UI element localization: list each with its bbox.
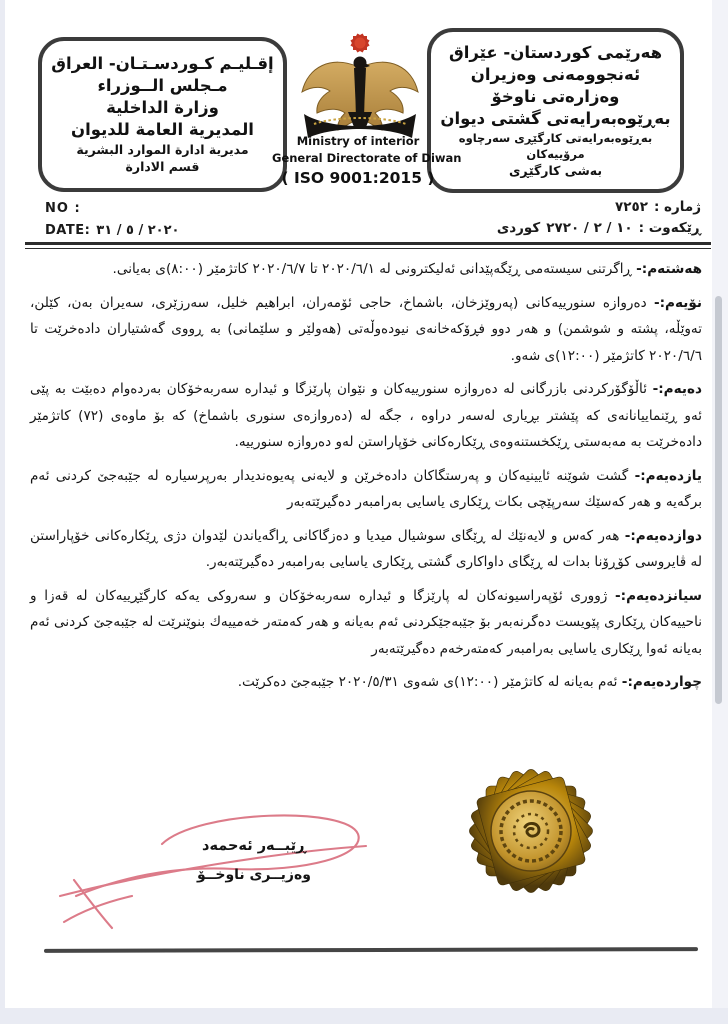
date-label: DATE: <box>45 223 91 238</box>
paragraph-twelfth <box>30 523 702 576</box>
paragraph-text: ئاڵۆگۆرکردنی بازرگانی لە دەروازە سنورییەکان و نێوان پارێزگا و ئیدارە سەربەخۆکان بەردەوام دەبێت بە پێی ئەو ڕێنماییانانەی کە پێشتر بڕیاری لەسەر دراوە ، جگە لە (دەروازەی سنوری باشماخ) کە بۆ ماوەی (٧٢) کاتژمێر دادەخرێت بە مەبەستی ڕێکخستنەوەی ڕێکارەکانی خۆپاراستن لەو دەروازە سنورییە. <box>30 381 703 450</box>
kurdish-date-suffix: کوردی <box>496 220 541 236</box>
header-box-arabic <box>38 37 287 192</box>
no-label: NO : <box>45 201 81 216</box>
paragraph-lead: دەیەم:- <box>652 381 702 397</box>
date-value: ٢٠٢٠ / ٥ / ٣١ <box>96 223 180 238</box>
sun-icon <box>350 33 369 52</box>
letter-body <box>30 256 702 703</box>
kurdish-line-council: ئەنجوومەنی وەزیران <box>470 64 641 84</box>
paragraph-text: گشت شوێنە ئایینیەکان و پەرستگاکان دادەخرێن و لایەنی پەیوەندیدار بەرپرسیارە لە جێبەجێ کردنی ئەم برگەیە و هەر کەسێك سەرپێچی بکات ڕێکاری یاسایی بەرامبەر دەگیرێتەبەر <box>30 467 702 510</box>
reference-right <box>497 199 701 241</box>
kurdish-line-admin: بەشی کارگێڕی <box>508 162 603 178</box>
kurdish-date-label: ڕێکەوت : <box>638 220 701 236</box>
paragraph-ninth <box>30 290 702 370</box>
reference-left <box>45 201 179 238</box>
kurdish-line-region: هەرێمی کوردستان- عێراق <box>448 42 663 62</box>
arabic-line-hr: مديرية ادارة الموارد البشرية <box>76 141 249 157</box>
arabic-line-ministry: وزارة الداخلية <box>106 98 219 117</box>
gold-seal-icon <box>462 764 600 902</box>
kurdish-date-line <box>497 220 701 236</box>
header-divider-rule <box>25 242 711 249</box>
paragraph-lead: دوازدەیەم:- <box>624 527 702 544</box>
number-value: ٧٢٥٢ <box>614 199 648 215</box>
header-box-kurdish <box>427 28 684 193</box>
kurdish-line-ministry: وەزارەتی ناوخۆ <box>491 86 620 106</box>
paragraph-text: هەر کەس و لایەنێك لە ڕێگای سوشیال میدیا و دەزگاکانی ڕاگەیاندن لێدوان دژی ڕێکارەکانی خۆپاراستن لە ڤایروسی کۆڕۆنا بدات لە ڕێگای داواکاری گشتی ڕێکاری یاسایی بەرامبەر دەگیرێتەبەر. <box>30 527 702 570</box>
ministry-caption <box>272 133 462 188</box>
paragraph-text: ژووری ئۆپەراسیونەکان لە پارێزگا و ئیدارە سەربەخۆکان و سەروکی یەکە کارگێڕییەکان لە قەزا و ناحییەکان ڕێکاری پێویست دەگرنەبەر بۆ جێبەجێکردنی ئەم بەیانە و هەر کەمتەر خەمییەك بنوێنرێت لە جێبەجێ کردنی ئەم بەیانە ئەوا ڕێکاری یاسایی بەرامبەر کەمتەرخەم دەگیرێتەبەر <box>30 587 702 657</box>
arabic-line-admin: قسم الادارة <box>125 159 200 175</box>
signatory-name: ڕێبــەر ئەحمەد <box>202 838 306 854</box>
paragraph-eighth <box>30 256 702 283</box>
paragraph-thirteenth <box>30 583 702 663</box>
ministry-of-interior-text: Ministry of interior <box>296 134 420 148</box>
paragraph-tenth <box>30 376 702 456</box>
general-directorate-text: General Directorate of Diwan <box>272 150 462 165</box>
kurdish-date-value: ١٠ / ٢ / ٢٧٢٠ <box>546 220 633 236</box>
paragraph-text: ئەم بەیانە لە کاتژمێر (١٢:٠٠)ی شەوی ٢٠٢٠/٥/٣١ جێبەجێ دەکرێت. <box>237 674 618 690</box>
paragraph-eleventh <box>30 463 702 516</box>
paragraph-lead: نۆیەم:- <box>653 294 702 311</box>
signatory-title: وەزیــری ناوخــۆ <box>197 867 311 883</box>
paragraph-lead: یازدەیەم:- <box>634 467 702 484</box>
arabic-line-region: إقـليـم كـوردسـتـان- العراق <box>51 54 274 74</box>
date-line <box>45 223 179 238</box>
paragraph-lead: هەشتەم:- <box>636 261 702 277</box>
paragraph-lead: چواردەیەم:- <box>621 674 702 690</box>
signatory-block <box>168 838 340 883</box>
page-bottom-edge <box>0 1008 728 1024</box>
number-line <box>497 199 701 215</box>
krg-emblem-icon <box>292 30 428 142</box>
paragraph-text: دەروازە سنورییەکانی (پەروێزخان، باشماخ، حاجی ئۆمەران، ابراهیم خلیل، سەرزێری، سەیران بەن، کێلن، تەوێڵە، پشتە و شوشمن) و هەر دوو فڕۆکەخانەی نیودەوڵەتی (هەولێر و سلێمانی) بە ڕووی گەشتیاران دادەخرێت تا ٢٠٢٠/٦/٦ کاتژمێر (١٢:٠٠)ی شەو. <box>30 294 702 364</box>
kurdish-line-directorate: بەڕێوەبەرایەتی گشتی دیوان <box>440 108 671 128</box>
arabic-line-directorate: المديرية العامة للديوان <box>71 119 254 139</box>
arabic-line-council: مـجلس الــوزراء <box>97 76 228 96</box>
iso-certification-text: ( ISO 9001:2015 ) <box>281 169 435 188</box>
paragraph-fourteenth <box>30 669 702 696</box>
number-label: ژمارە : <box>653 199 701 215</box>
scrollbar-thumb[interactable] <box>715 296 722 704</box>
paragraph-text: ڕاگرتنی سیستەمی ڕێگەپێدانی ئەلیکترونی لە ٢٠٢٠/٦/١ تا ٢٠٢٠/٦/٧ کاتژمێر (٨:٠٠)ی بەیانی. <box>112 261 632 277</box>
paragraph-lead: سیانزدەیەم:- <box>615 587 702 604</box>
kurdish-line-hr: بەڕێوەبەرایەتی کارگێڕی سەرچاوە مرۆییەکان <box>458 130 653 161</box>
